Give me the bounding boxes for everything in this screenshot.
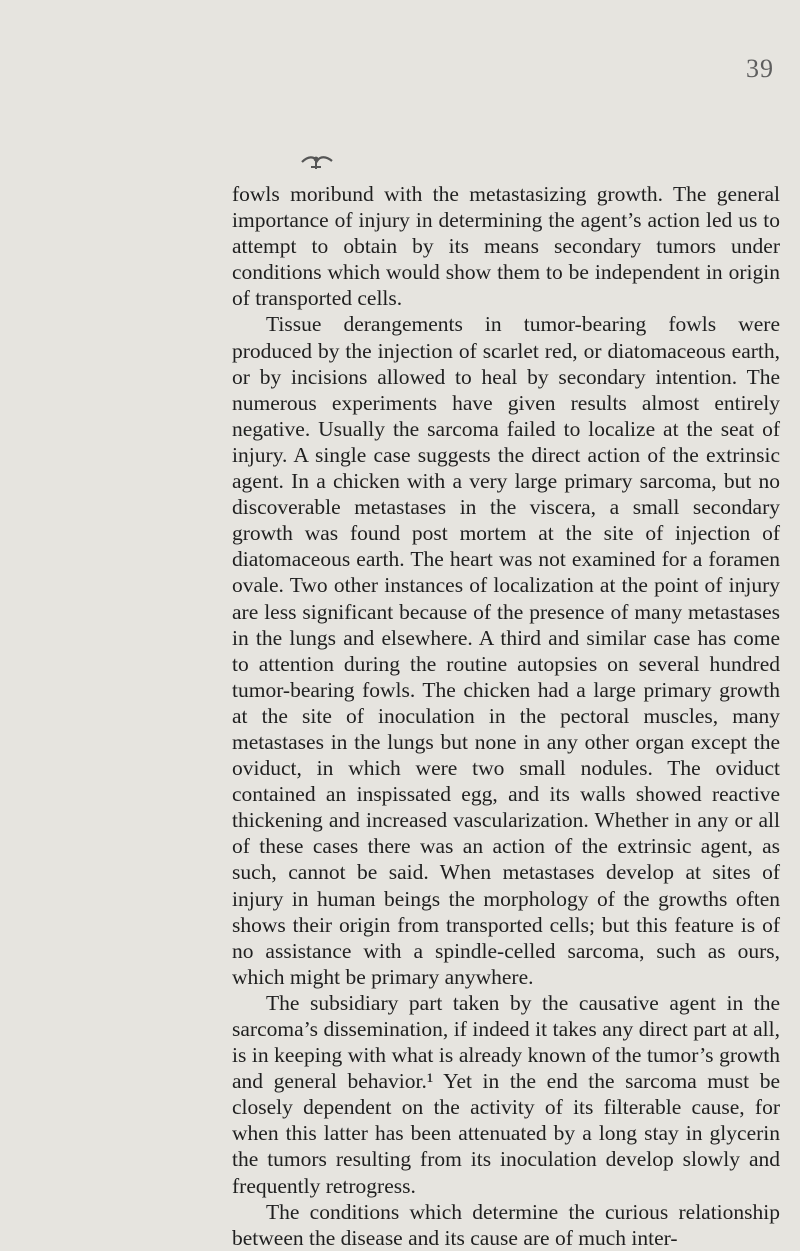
paragraph-2: Tissue derangements in tumor-bearing fowls were produced by the injection of scarlet red, or diatomaceous earth, or by incisions allowed to heal by secondary intention. The numerous experiments have given results almost entirely negative. Usually the sarcoma failed to localize at the seat of injury. A single case suggests the direct action of the extrinsic agent. In a chicken with a very large primary sarcoma, but no discoverable metastases in the viscera, a small secondary growth was found post mortem at the site of injection of diatomaceous earth. The heart was not examined for a foramen ovale. Two other instances of localization at the point of injury are less significant because of the presence of many metastases in the lungs and elsewhere. A third and similar case has come to attention during the routine autopsies on several hundred tumor-bearing fowls. The chicken had a large primary growth at the site of inoculation in the pectoral muscles, many metastases in the lungs but none in any other organ except the oviduct, in which were two small nodules. The oviduct contained an inspissated egg, and its walls showed reactive thickening and increased vascularization. Whether in any or all of these cases there was an action of the extrinsic agent, as such, cannot be said. When metastases develop at sites of injury in human beings the morphology of the growths often shows their origin from transported cells; but this feature is of no assistance with a spindle-celled sarcoma, such as ours, which might be primary anywhere. — [232, 312, 780, 989]
fleuron-icon — [296, 150, 336, 172]
paragraph-1: fowls moribund with the metastasizing growth. The general importance of injury in determining the agent’s action led us to attempt to obtain by its means secondary tumors under conditions which would show them to be independent in origin of transported cells. — [232, 182, 780, 311]
paragraph-3: The subsidiary part taken by the causative agent in the sarcoma’s dissemination, if indeed it takes any direct part at all, is in keeping with what is already known of the tumor’s growth and general behavior.¹ Yet in the end the sarcoma must be closely dependent on the activity of its filterable cause, for when this latter has been attenuated by a long stay in glycerin the tumors resulting from its inoculation develop slowly and frequently retrogress. — [232, 990, 780, 1198]
paragraph-4: The conditions which determine the curious relationship between the disease and its cause are of much inter- — [232, 1199, 780, 1250]
body-text — [232, 181, 780, 1251]
page-number: 39 — [746, 54, 774, 83]
